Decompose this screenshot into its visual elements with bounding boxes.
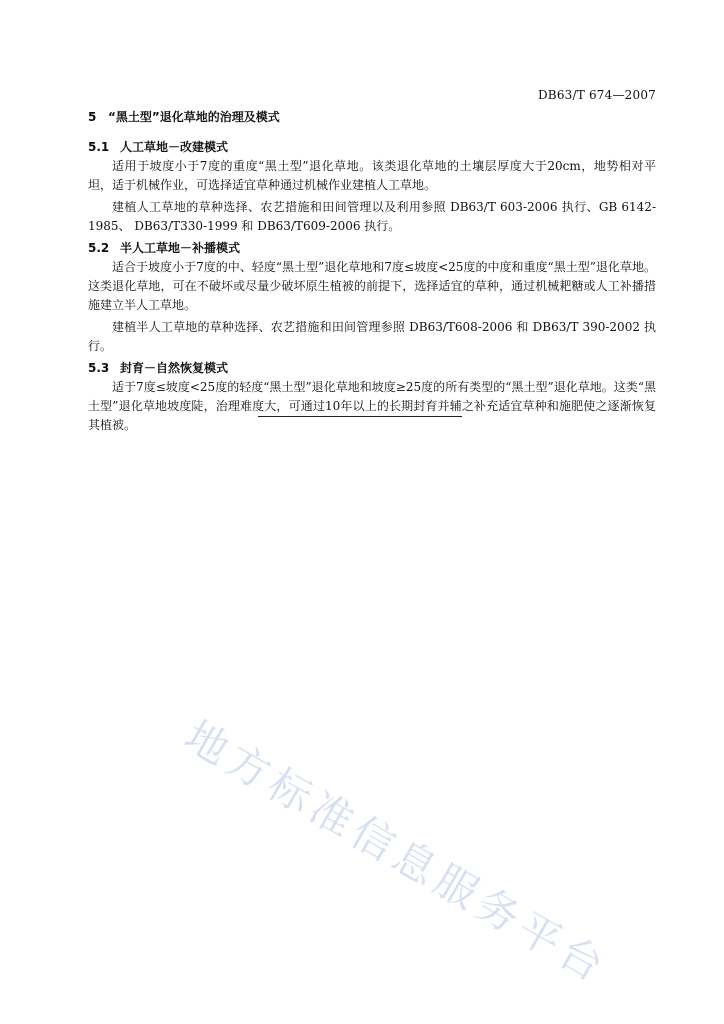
subsection-number: 5.1 <box>88 140 110 154</box>
paragraph: 适用于坡度小于7度的重度“黑土型”退化草地。该类退化草地的土壤层厚度大于20cm，地势相对平坦，适于机械作业，可选择适宜草种通过机械作业建植人工草地。 <box>88 159 656 192</box>
subsection-heading-5-2 <box>88 239 656 257</box>
paragraph: 适合于坡度小于7度的中、轻度“黑土型”退化草地和7度≤坡度<25度的中度和重度“黑土型”退化草地。这类退化草地，可在不破坏或尽量少破坏原生植被的前提下，选择适宜的草种，通过机械耙糖或人工补播措施建立半人工草地。 <box>88 260 656 312</box>
subsection-title: 半人工草地－补播模式 <box>120 241 241 255</box>
subsection-title: 封育－自然恢复模式 <box>120 361 229 375</box>
section-number: 5 <box>88 110 97 124</box>
document-code: DB63/T 674—2007 <box>537 88 656 102</box>
subsection-title: 人工草地－改建模式 <box>120 140 229 154</box>
document-body <box>88 108 656 438</box>
section-heading <box>88 108 656 126</box>
paragraph: 建植人工草地的草种选择、农艺措施和田间管理以及利用参照 DB63/T 603-2006 执行、GB 6142-1985、 DB63/T330-1999 和 DB63/T609-2006 执行。 <box>88 200 656 233</box>
watermark: 地方标准信息服务平台 <box>176 710 617 994</box>
subsection-number: 5.3 <box>88 361 110 375</box>
subsection-heading-5-3 <box>88 359 656 377</box>
paragraph: 建植半人工草地的草种选择、农艺措施和田间管理参照 DB63/T608-2006 和 DB63/T 390-2002 执行。 <box>88 320 656 353</box>
section-title: “黑土型”退化草地的治理及模式 <box>108 110 280 124</box>
end-of-document-rule <box>258 416 462 417</box>
subsection-heading-5-1 <box>88 138 656 156</box>
paragraph: 适于7度≤坡度<25度的轻度“黑土型”退化草地和坡度≥25度的所有类型的“黑土型”退化草地。这类“黑土型”退化草地坡度陡，治理难度大，可通过10年以上的长期封育并辅之补充适宜草种和施肥使之逐渐恢复其植被。 <box>88 380 656 432</box>
subsection-number: 5.2 <box>88 241 110 255</box>
